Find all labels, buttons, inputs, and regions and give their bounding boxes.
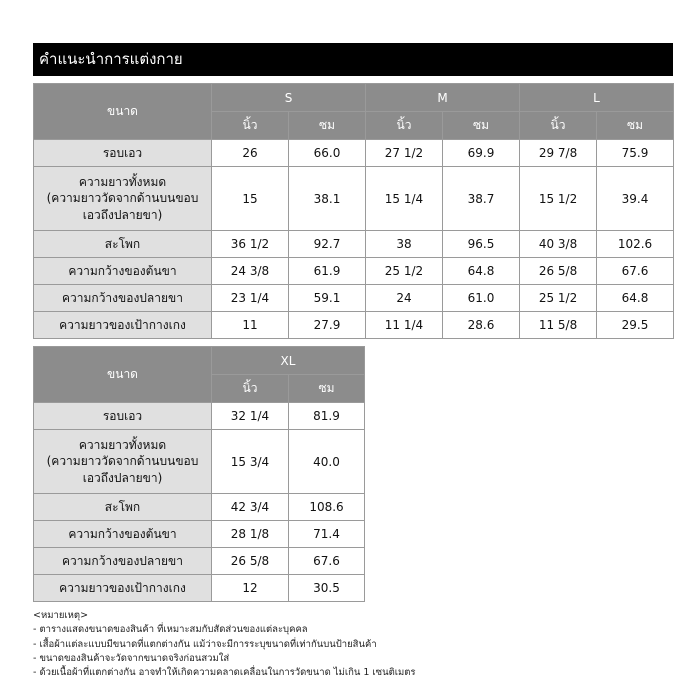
table-row: [34, 548, 365, 575]
table-row: [34, 167, 674, 231]
table-row: [34, 575, 365, 602]
table-cell: 64.8: [443, 258, 520, 285]
row-label-waist: รอบเอว: [34, 140, 212, 167]
row-label-thigh-width: ความกว้างของต้นขา: [34, 521, 212, 548]
table-row: [34, 430, 365, 494]
table-cell: 42 3/4: [212, 494, 289, 521]
row-label-line: (ความยาววัดจากด้านบนขอบ: [46, 454, 199, 469]
table-cell: 25 1/2: [366, 258, 443, 285]
table-cell: 66.0: [289, 140, 366, 167]
table-cell: 69.9: [443, 140, 520, 167]
table-cell: 12: [212, 575, 289, 602]
size-header-s: S: [212, 84, 366, 112]
unit-inch: นิ้ว: [366, 112, 443, 140]
table-cell: 25 1/2: [520, 285, 597, 312]
table-row: [34, 312, 674, 339]
table-cell: 15 1/4: [366, 167, 443, 231]
size-table-s-m-l: [33, 83, 674, 339]
table-cell: 38.7: [443, 167, 520, 231]
row-label-waist: รอบเอว: [34, 403, 212, 430]
size-header-label: ขนาด: [34, 84, 212, 140]
unit-inch: นิ้ว: [520, 112, 597, 140]
table-cell: 67.6: [289, 548, 365, 575]
table-row: [34, 521, 365, 548]
row-label-hem-width: ความกว้างของปลายขา: [34, 548, 212, 575]
table-cell: 38: [366, 231, 443, 258]
table-cell: 108.6: [289, 494, 365, 521]
table-cell: 27 1/2: [366, 140, 443, 167]
unit-cm: ซม: [289, 112, 366, 140]
note-item: - ขนาดของสินค้าจะวัดจากขนาดจริงก่อนสวมใส่: [33, 652, 230, 664]
table-cell: 15 3/4: [212, 430, 289, 494]
table-cell: 27.9: [289, 312, 366, 339]
table-row: [34, 285, 674, 312]
notes-heading: <หมายเหตุ>: [33, 610, 89, 621]
row-label-thigh-width: ความกว้างของต้นขา: [34, 258, 212, 285]
note-item: - เสื้อผ้าแต่ละแบบมีขนาดที่แตกต่างกัน แม้ว่าจะมีการระบุขนาดที่เท่ากันบนป้ายสินค้า: [33, 638, 377, 650]
table-cell: 71.4: [289, 521, 365, 548]
size-header-xl: XL: [212, 347, 365, 375]
row-label-line: ความยาวทั้งหมด: [78, 438, 167, 453]
row-label-line: เอวถึงปลายขา): [82, 470, 163, 485]
page-title: คำแนะนำการแต่งกาย: [33, 43, 673, 76]
table-cell: 15 1/2: [520, 167, 597, 231]
table-cell: 26 5/8: [212, 548, 289, 575]
table-row: [34, 140, 674, 167]
row-label-line: (ความยาววัดจากด้านบนขอบ: [46, 191, 199, 206]
row-label-total-length: [34, 430, 212, 494]
unit-inch: นิ้ว: [212, 112, 289, 140]
table-cell: 24: [366, 285, 443, 312]
table-cell: 26: [212, 140, 289, 167]
table-cell: 15: [212, 167, 289, 231]
note-item: - ตารางแสดงขนาดของสินค้า ที่เหมาะสมกับสัดส่วนของแต่ละบุคคล: [33, 624, 308, 636]
table-row: [34, 403, 365, 430]
table-cell: 11 1/4: [366, 312, 443, 339]
table-cell: 28.6: [443, 312, 520, 339]
table-row: [34, 231, 674, 258]
row-label-hip: สะโพก: [34, 494, 212, 521]
unit-cm: ซม: [443, 112, 520, 140]
note-item: - ด้วยเนื้อผ้าที่แตกต่างกัน อาจทำให้เกิดความคลาดเคลื่อนในการวัดขนาด ไม่เกิน 1 เซนติเมตร: [33, 667, 416, 679]
table-cell: 64.8: [597, 285, 674, 312]
table-cell: 61.0: [443, 285, 520, 312]
size-header-label: ขนาด: [34, 347, 212, 403]
row-label-rise: ความยาวของเป้ากางเกง: [34, 312, 212, 339]
table-cell: 96.5: [443, 231, 520, 258]
table-cell: 36 1/2: [212, 231, 289, 258]
table-cell: 59.1: [289, 285, 366, 312]
table-cell: 32 1/4: [212, 403, 289, 430]
notes-section: [33, 609, 673, 680]
table-cell: 26 5/8: [520, 258, 597, 285]
table-cell: 67.6: [597, 258, 674, 285]
unit-inch: นิ้ว: [212, 375, 289, 403]
table-cell: 30.5: [289, 575, 365, 602]
size-table-xl: [33, 346, 365, 602]
table-cell: 29 7/8: [520, 140, 597, 167]
table-cell: 29.5: [597, 312, 674, 339]
row-label-hem-width: ความกว้างของปลายขา: [34, 285, 212, 312]
table-cell: 28 1/8: [212, 521, 289, 548]
table-cell: 39.4: [597, 167, 674, 231]
row-label-total-length: [34, 167, 212, 231]
size-header-l: L: [520, 84, 674, 112]
row-label-hip: สะโพก: [34, 231, 212, 258]
table-row: [34, 258, 674, 285]
row-label-line: ความยาวทั้งหมด: [78, 175, 167, 190]
table-cell: 23 1/4: [212, 285, 289, 312]
size-header-m: M: [366, 84, 520, 112]
table-cell: 75.9: [597, 140, 674, 167]
table-cell: 40.0: [289, 430, 365, 494]
table-cell: 92.7: [289, 231, 366, 258]
row-label-line: เอวถึงปลายขา): [82, 207, 163, 222]
table-row: [34, 494, 365, 521]
table-cell: 102.6: [597, 231, 674, 258]
unit-cm: ซม: [289, 375, 365, 403]
table-cell: 40 3/8: [520, 231, 597, 258]
table-cell: 11 5/8: [520, 312, 597, 339]
table-cell: 38.1: [289, 167, 366, 231]
row-label-rise: ความยาวของเป้ากางเกง: [34, 575, 212, 602]
unit-cm: ซม: [597, 112, 674, 140]
table-cell: 61.9: [289, 258, 366, 285]
table-cell: 11: [212, 312, 289, 339]
table-cell: 24 3/8: [212, 258, 289, 285]
table-cell: 81.9: [289, 403, 365, 430]
